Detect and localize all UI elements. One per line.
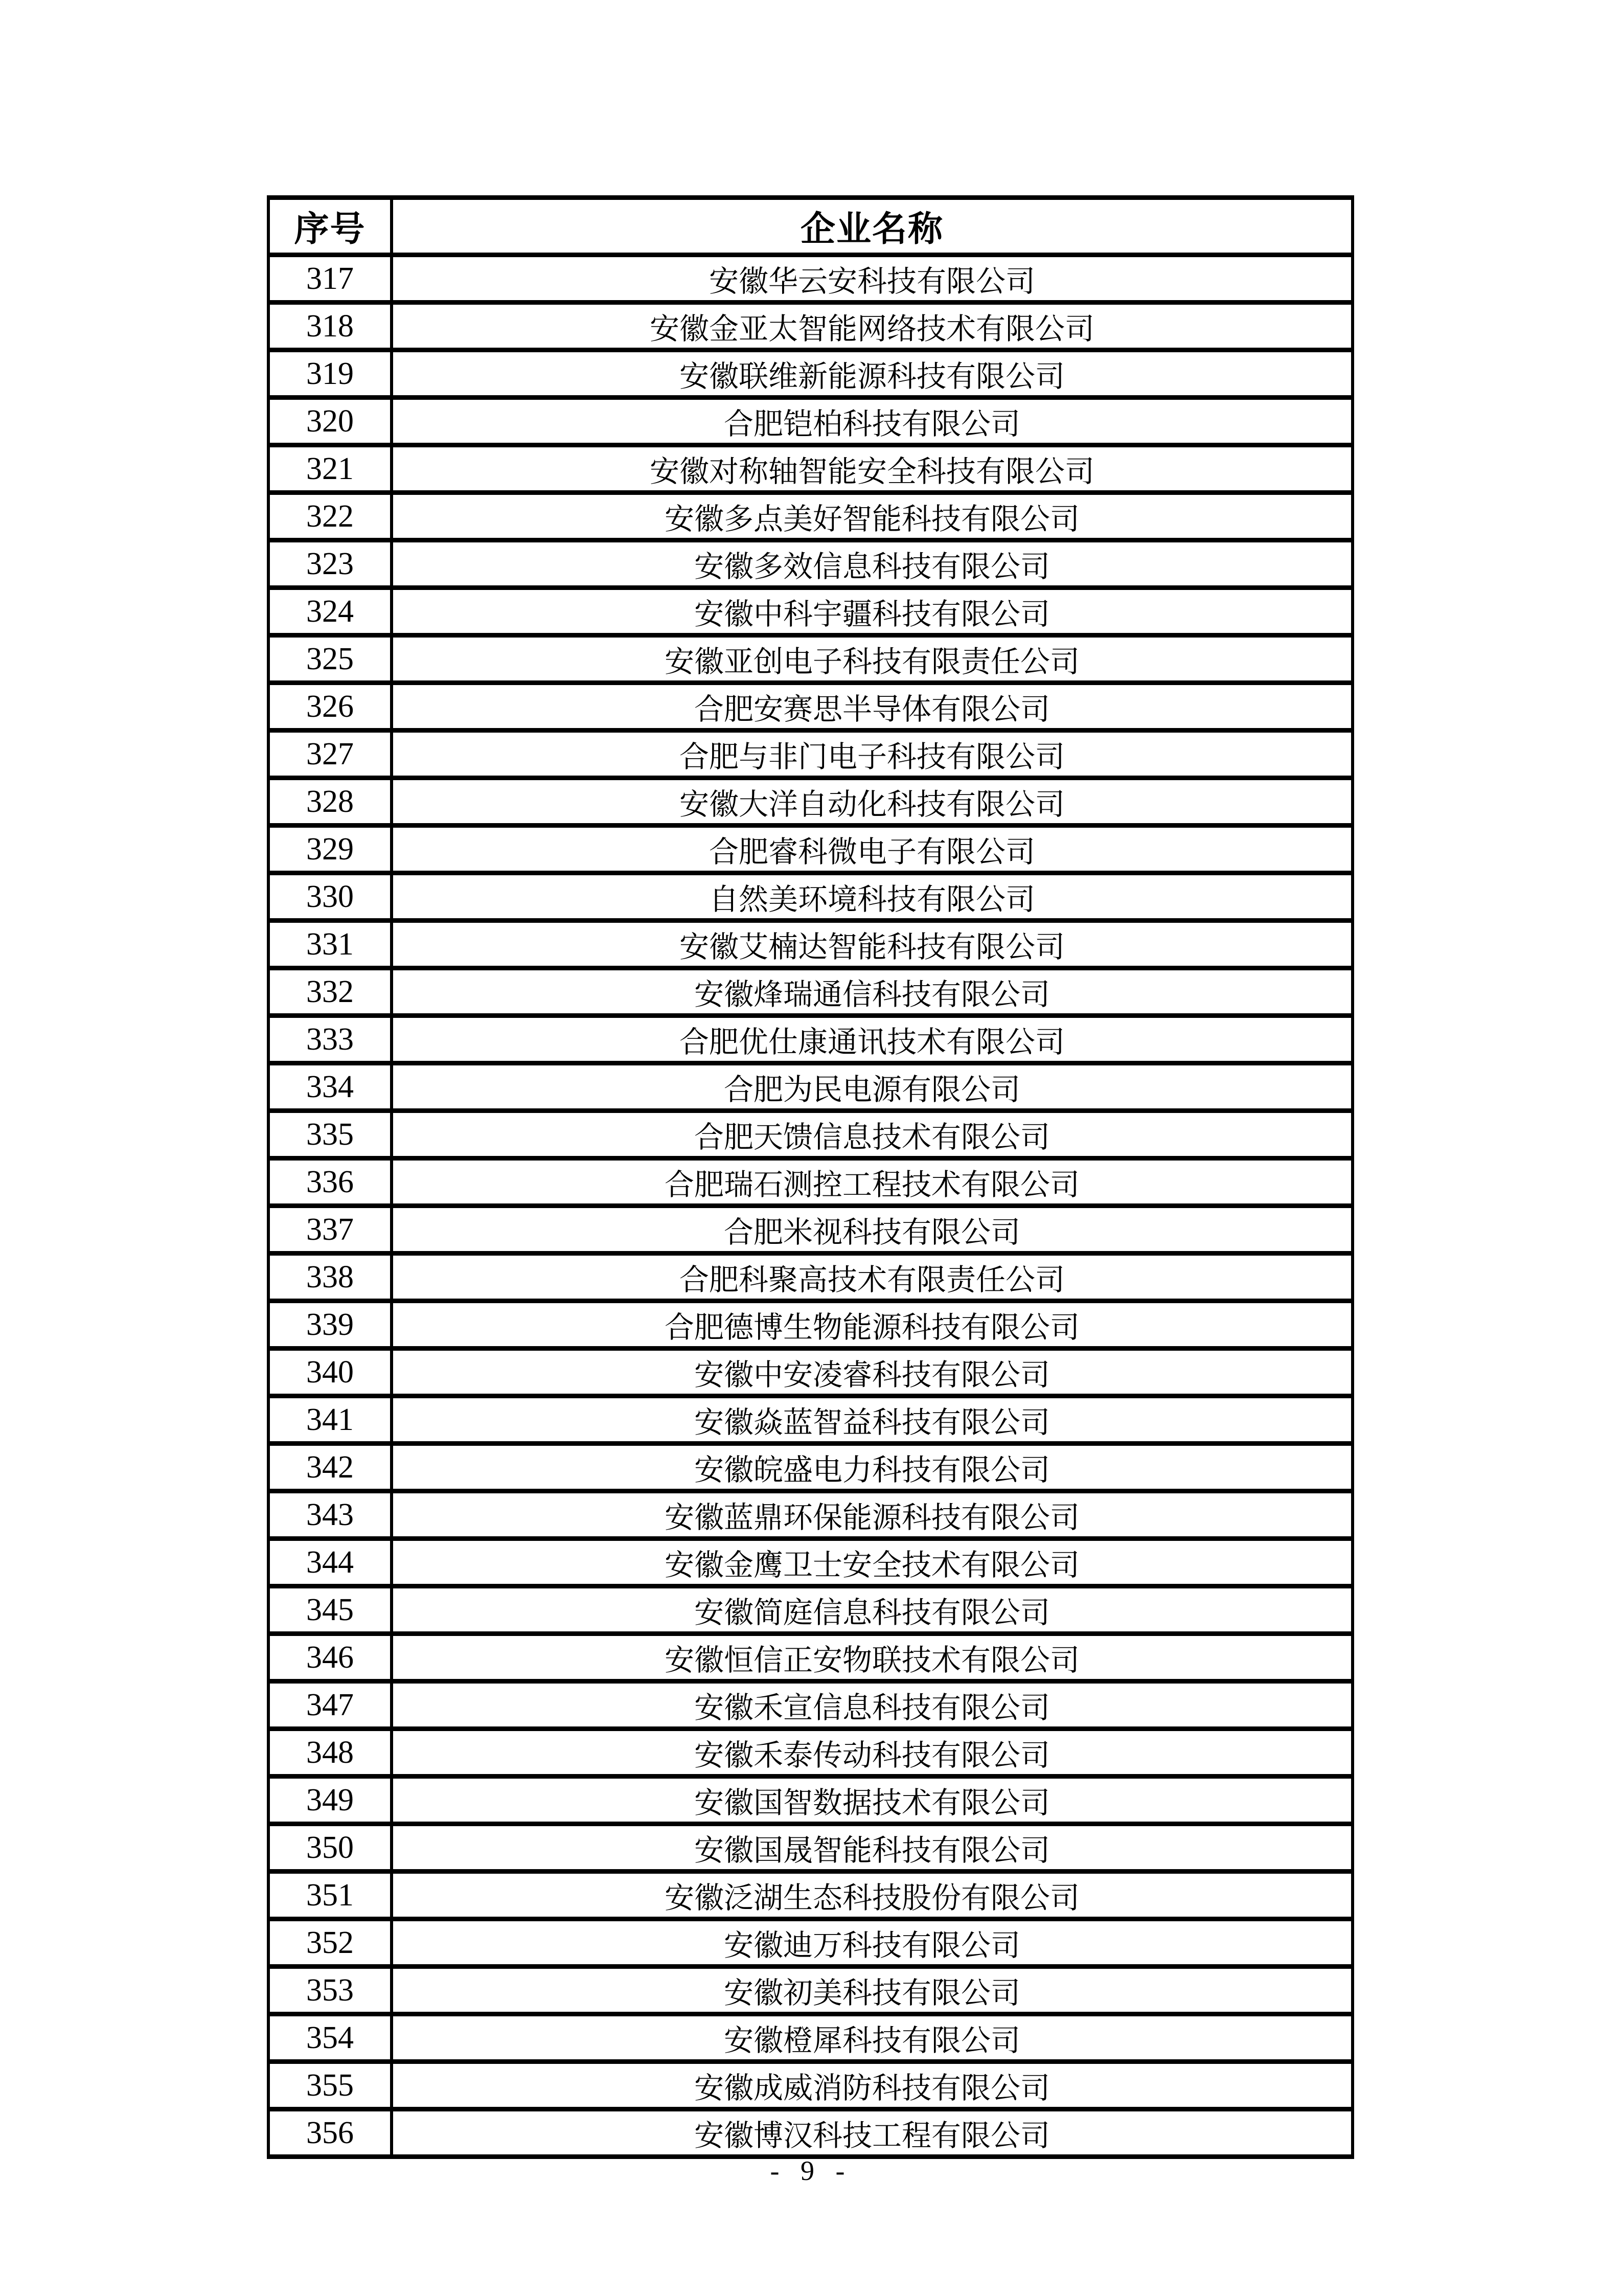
company-name-cell: 安徽大洋自动化科技有限公司 — [392, 778, 1353, 826]
company-name-cell: 安徽多点美好智能科技有限公司 — [392, 493, 1353, 540]
company-name-cell: 合肥铠柏科技有限公司 — [392, 398, 1353, 445]
row-no-cell: 337 — [268, 1206, 392, 1254]
page-number: - 9 - — [770, 2155, 852, 2186]
row-no-cell: 346 — [268, 1634, 392, 1681]
table-row — [268, 1349, 1353, 1396]
table-row — [268, 683, 1353, 731]
column-header-name: 企业名称 — [392, 198, 1353, 255]
company-name-cell: 安徽金亚太智能网络技术有限公司 — [392, 303, 1353, 350]
company-name-cell: 安徽中科宇疆科技有限公司 — [392, 588, 1353, 635]
company-name-cell: 合肥为民电源有限公司 — [392, 1063, 1353, 1111]
table-row — [268, 1824, 1353, 1872]
table-row — [268, 1586, 1353, 1634]
row-no-cell: 333 — [268, 1016, 392, 1063]
company-name-cell: 合肥瑞石测控工程技术有限公司 — [392, 1158, 1353, 1206]
table-row — [268, 350, 1353, 398]
column-header-no: 序号 — [268, 198, 392, 255]
company-name-cell: 合肥优仕康通讯技术有限公司 — [392, 1016, 1353, 1063]
table-row — [268, 1681, 1353, 1729]
company-name-cell: 安徽禾泰传动科技有限公司 — [392, 1729, 1353, 1777]
company-name-cell: 安徽恒信正安物联技术有限公司 — [392, 1634, 1353, 1681]
company-name-cell: 安徽国晟智能科技有限公司 — [392, 1824, 1353, 1872]
row-no-cell: 320 — [268, 398, 392, 445]
row-no-cell: 317 — [268, 255, 392, 303]
row-no-cell: 344 — [268, 1539, 392, 1586]
row-no-cell: 347 — [268, 1681, 392, 1729]
table-row — [268, 921, 1353, 968]
row-no-cell: 338 — [268, 1254, 392, 1301]
row-no-cell: 335 — [268, 1111, 392, 1158]
row-no-cell: 334 — [268, 1063, 392, 1111]
company-name-cell: 安徽博汉科技工程有限公司 — [392, 2109, 1353, 2157]
table-row — [268, 968, 1353, 1016]
company-name-cell: 安徽皖盛电力科技有限公司 — [392, 1444, 1353, 1491]
table-row — [268, 1016, 1353, 1063]
row-no-cell: 330 — [268, 873, 392, 921]
company-name-cell: 安徽简庭信息科技有限公司 — [392, 1586, 1353, 1634]
table-row — [268, 1158, 1353, 1206]
row-no-cell: 355 — [268, 2062, 392, 2109]
row-no-cell: 354 — [268, 2014, 392, 2062]
table-row — [268, 1919, 1353, 1967]
table-row — [268, 731, 1353, 778]
company-name-cell: 安徽成威消防科技有限公司 — [392, 2062, 1353, 2109]
company-name-cell: 安徽焱蓝智益科技有限公司 — [392, 1396, 1353, 1444]
row-no-cell: 329 — [268, 826, 392, 873]
row-no-cell: 352 — [268, 1919, 392, 1967]
row-no-cell: 324 — [268, 588, 392, 635]
row-no-cell: 321 — [268, 445, 392, 493]
table-row — [268, 635, 1353, 683]
company-name-cell: 自然美环境科技有限公司 — [392, 873, 1353, 921]
table-row — [268, 398, 1353, 445]
table-row — [268, 1729, 1353, 1777]
table-row — [268, 1301, 1353, 1349]
row-no-cell: 351 — [268, 1872, 392, 1919]
company-name-cell: 安徽金鹰卫士安全技术有限公司 — [392, 1539, 1353, 1586]
table-row — [268, 2062, 1353, 2109]
company-name-cell: 合肥科聚高技术有限责任公司 — [392, 1254, 1353, 1301]
company-name-cell: 安徽对称轴智能安全科技有限公司 — [392, 445, 1353, 493]
table-row — [268, 1967, 1353, 2014]
company-name-cell: 安徽亚创电子科技有限责任公司 — [392, 635, 1353, 683]
company-name-cell: 合肥天馈信息技术有限公司 — [392, 1111, 1353, 1158]
company-name-cell: 安徽中安凌睿科技有限公司 — [392, 1349, 1353, 1396]
table-row — [268, 778, 1353, 826]
company-table — [267, 195, 1354, 2159]
row-no-cell: 325 — [268, 635, 392, 683]
company-name-cell: 安徽华云安科技有限公司 — [392, 255, 1353, 303]
table-row — [268, 255, 1353, 303]
row-no-cell: 323 — [268, 540, 392, 588]
company-name-cell: 合肥安赛思半导体有限公司 — [392, 683, 1353, 731]
company-name-cell: 安徽多效信息科技有限公司 — [392, 540, 1353, 588]
company-name-cell: 安徽初美科技有限公司 — [392, 1967, 1353, 2014]
table-row — [268, 1206, 1353, 1254]
table-row — [268, 303, 1353, 350]
table-row — [268, 1634, 1353, 1681]
row-no-cell: 350 — [268, 1824, 392, 1872]
company-name-cell: 安徽禾宣信息科技有限公司 — [392, 1681, 1353, 1729]
row-no-cell: 339 — [268, 1301, 392, 1349]
company-name-cell: 安徽艾楠达智能科技有限公司 — [392, 921, 1353, 968]
company-name-cell: 安徽泛湖生态科技股份有限公司 — [392, 1872, 1353, 1919]
company-name-cell: 合肥睿科微电子有限公司 — [392, 826, 1353, 873]
row-no-cell: 332 — [268, 968, 392, 1016]
table-row — [268, 1777, 1353, 1824]
table-row — [268, 588, 1353, 635]
company-name-cell: 合肥与非门电子科技有限公司 — [392, 731, 1353, 778]
table-row — [268, 2014, 1353, 2062]
table-row — [268, 1491, 1353, 1539]
row-no-cell: 328 — [268, 778, 392, 826]
table-row — [268, 1539, 1353, 1586]
table-row — [268, 540, 1353, 588]
company-name-cell: 安徽蓝鼎环保能源科技有限公司 — [392, 1491, 1353, 1539]
table-row — [268, 1254, 1353, 1301]
row-no-cell: 340 — [268, 1349, 392, 1396]
row-no-cell: 349 — [268, 1777, 392, 1824]
row-no-cell: 331 — [268, 921, 392, 968]
row-no-cell: 322 — [268, 493, 392, 540]
company-name-cell: 安徽国智数据技术有限公司 — [392, 1777, 1353, 1824]
table-row — [268, 2109, 1353, 2157]
row-no-cell: 345 — [268, 1586, 392, 1634]
table-row — [268, 826, 1353, 873]
company-name-cell: 安徽橙犀科技有限公司 — [392, 2014, 1353, 2062]
table-row — [268, 1872, 1353, 1919]
company-name-cell: 安徽烽瑞通信科技有限公司 — [392, 968, 1353, 1016]
table-row — [268, 493, 1353, 540]
company-name-cell: 安徽联维新能源科技有限公司 — [392, 350, 1353, 398]
table-row — [268, 1396, 1353, 1444]
row-no-cell: 319 — [268, 350, 392, 398]
row-no-cell: 348 — [268, 1729, 392, 1777]
table-row — [268, 873, 1353, 921]
table-header-row — [268, 198, 1353, 255]
row-no-cell: 353 — [268, 1967, 392, 2014]
row-no-cell: 343 — [268, 1491, 392, 1539]
table-row — [268, 1444, 1353, 1491]
row-no-cell: 336 — [268, 1158, 392, 1206]
row-no-cell: 356 — [268, 2109, 392, 2157]
row-no-cell: 341 — [268, 1396, 392, 1444]
row-no-cell: 327 — [268, 731, 392, 778]
table-row — [268, 1063, 1353, 1111]
company-name-cell: 合肥德博生物能源科技有限公司 — [392, 1301, 1353, 1349]
company-name-cell: 合肥米视科技有限公司 — [392, 1206, 1353, 1254]
table-row — [268, 1111, 1353, 1158]
row-no-cell: 318 — [268, 303, 392, 350]
company-name-cell: 安徽迪万科技有限公司 — [392, 1919, 1353, 1967]
table-row — [268, 445, 1353, 493]
row-no-cell: 326 — [268, 683, 392, 731]
row-no-cell: 342 — [268, 1444, 392, 1491]
